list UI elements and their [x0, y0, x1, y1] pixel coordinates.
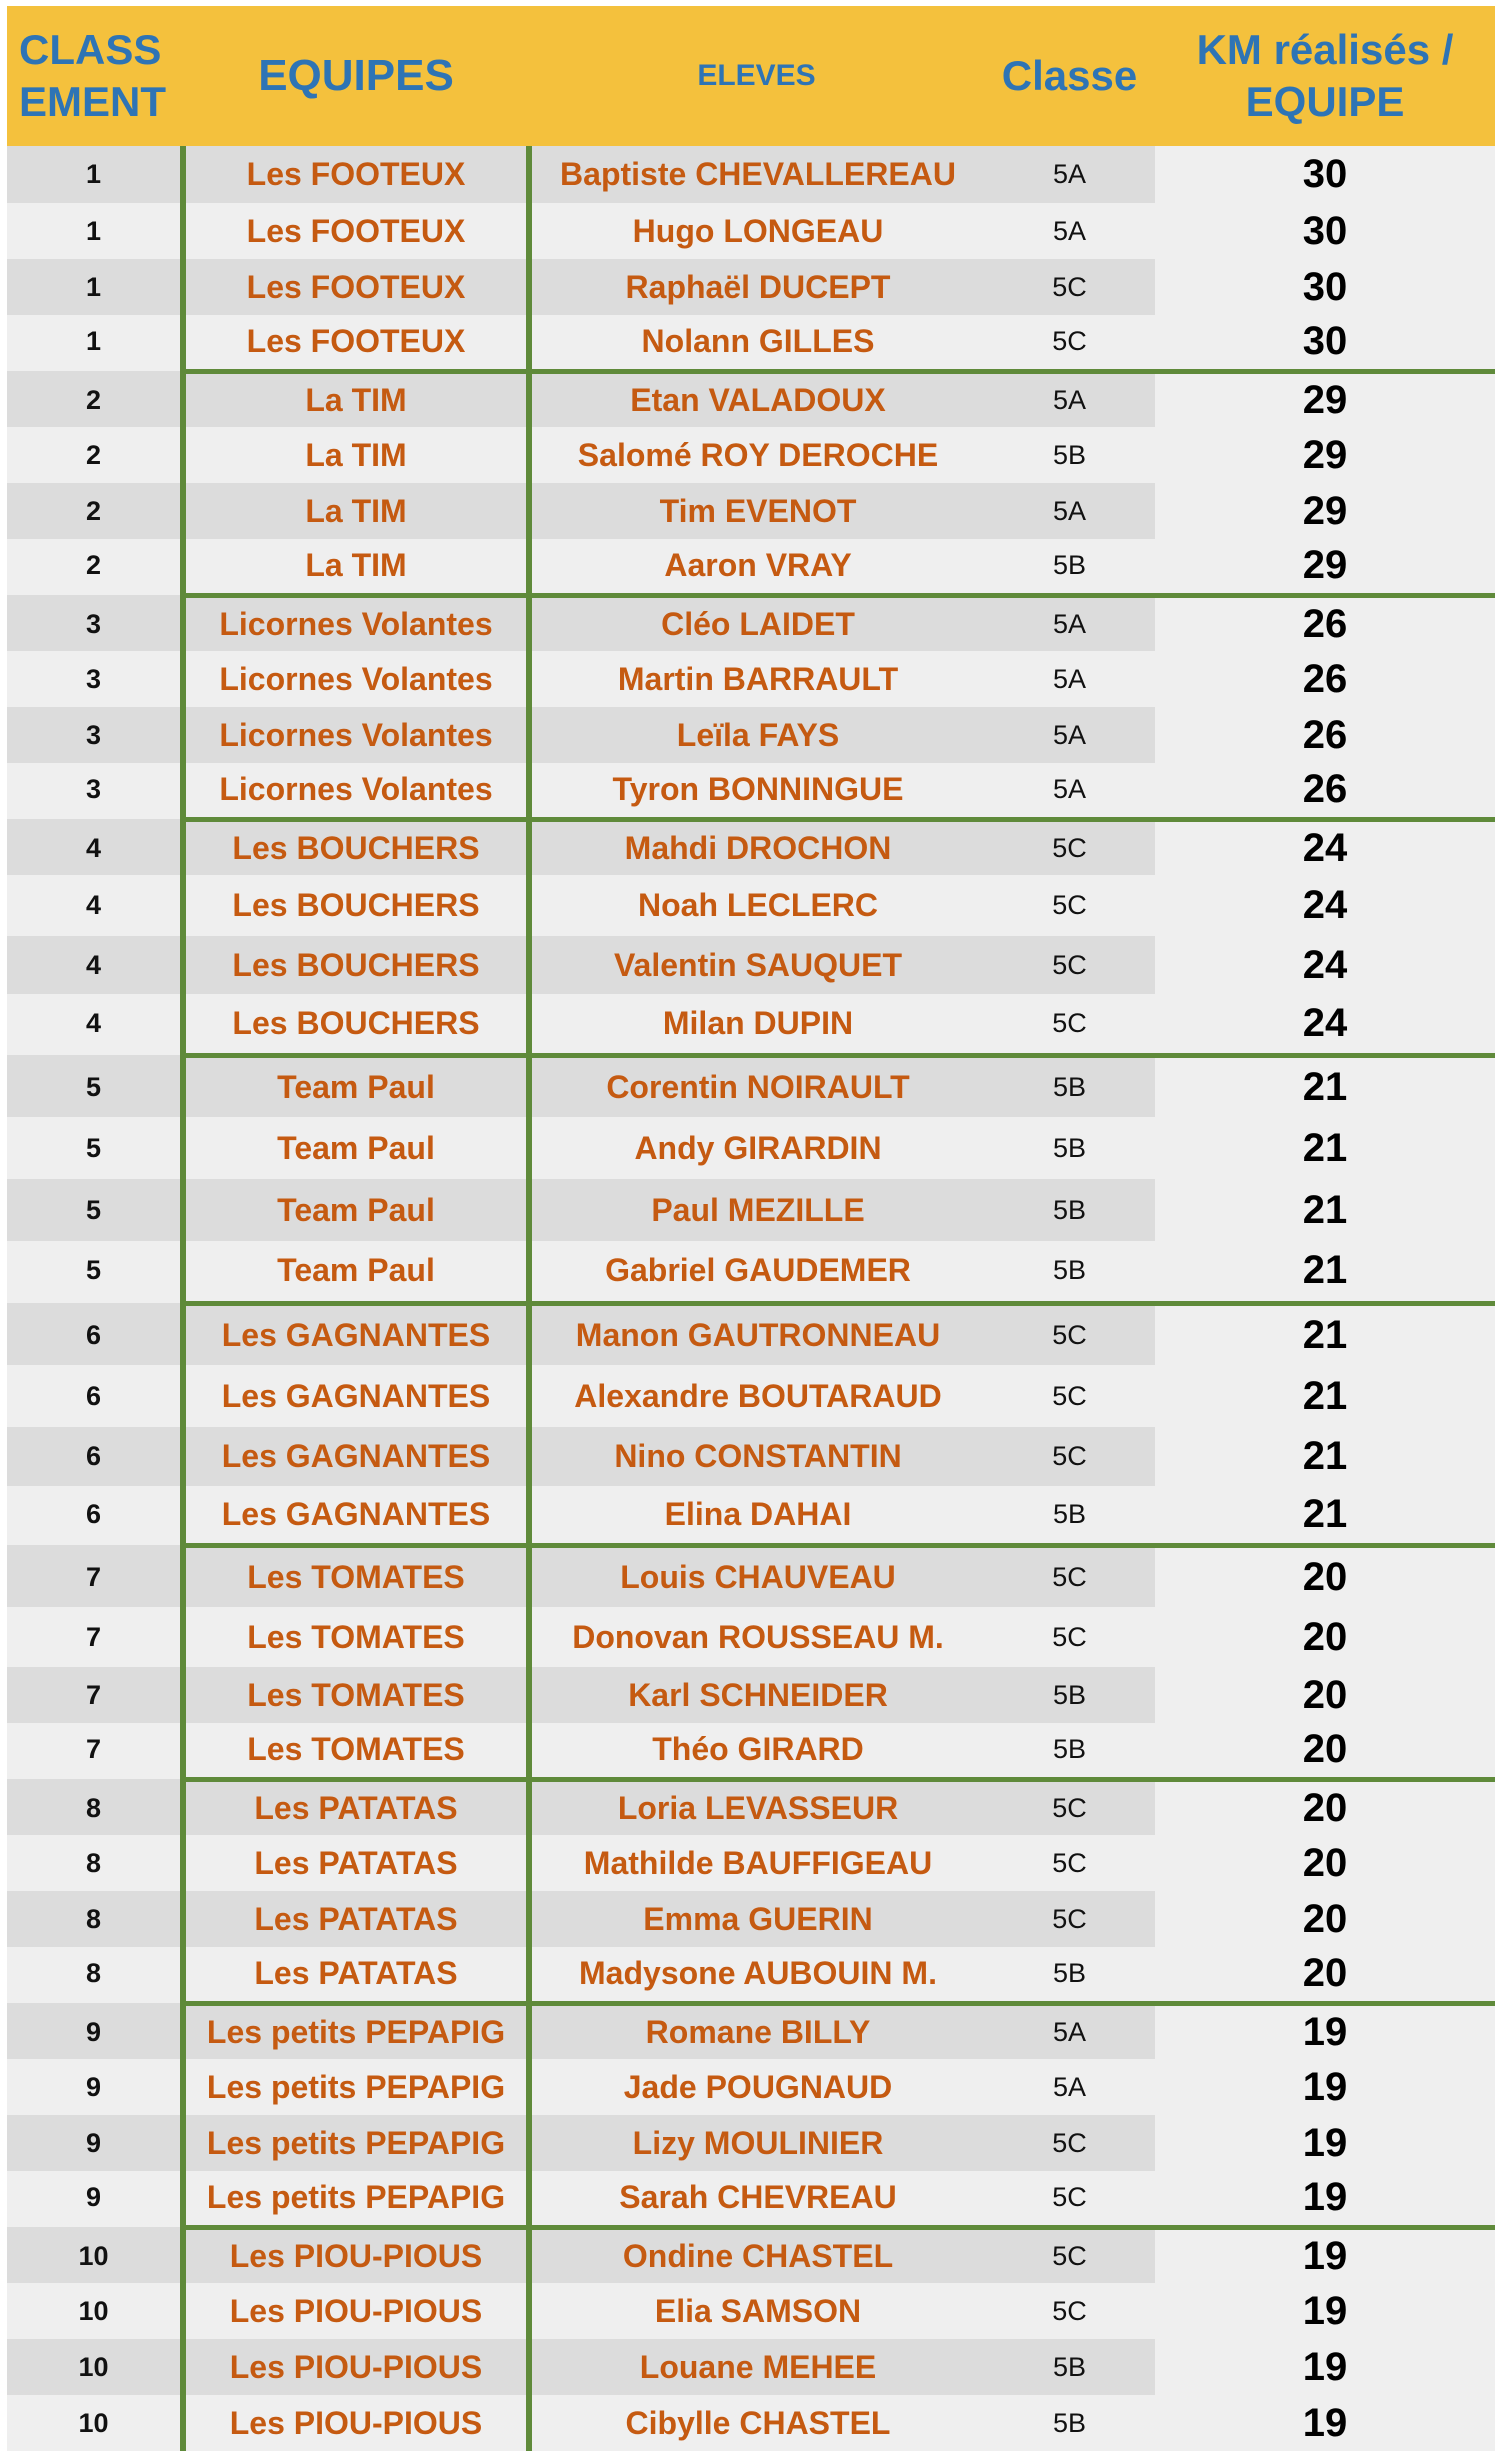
student-cell: Nino CONSTANTIN: [529, 1427, 984, 1486]
team-cell: Les PATATAS: [183, 1947, 529, 2003]
student-cell: Leïla FAYS: [529, 707, 984, 763]
rank-cell: 5: [7, 1117, 183, 1179]
student-cell: Jade POUGNAUD: [529, 2059, 984, 2115]
class-cell: 5C: [984, 1365, 1155, 1427]
table-row: [7, 2227, 1495, 2283]
team-cell: Team Paul: [183, 1241, 529, 1303]
table-row: [7, 1891, 1495, 1947]
class-cell: 5C: [984, 315, 1155, 371]
km-cell: 24: [1155, 819, 1495, 875]
team-cell: La TIM: [183, 427, 529, 483]
student-cell: Elia SAMSON: [529, 2283, 984, 2339]
class-cell: 5A: [984, 595, 1155, 651]
table-row: [7, 1947, 1495, 2003]
student-cell: Sarah CHEVREAU: [529, 2171, 984, 2227]
team-cell: Licornes Volantes: [183, 763, 529, 819]
km-cell: 21: [1155, 1303, 1495, 1365]
km-cell: 29: [1155, 371, 1495, 427]
student-cell: Théo GIRARD: [529, 1723, 984, 1779]
km-cell: 21: [1155, 1241, 1495, 1303]
table-row: [7, 2395, 1495, 2451]
class-cell: 5B: [984, 1723, 1155, 1779]
table-row: [7, 1303, 1495, 1365]
rank-cell: 3: [7, 595, 183, 651]
table-row: [7, 1055, 1495, 1117]
team-cell: La TIM: [183, 483, 529, 539]
student-cell: Salomé ROY DEROCHE: [529, 427, 984, 483]
km-cell: 21: [1155, 1055, 1495, 1117]
team-cell: Les PIOU-PIOUS: [183, 2227, 529, 2283]
class-cell: 5C: [984, 2227, 1155, 2283]
student-cell: Andy GIRARDIN: [529, 1117, 984, 1179]
class-cell: 5A: [984, 707, 1155, 763]
rank-cell: 10: [7, 2339, 183, 2395]
student-cell: Noah LECLERC: [529, 875, 984, 936]
student-cell: Martin BARRAULT: [529, 651, 984, 707]
class-cell: 5B: [984, 1667, 1155, 1723]
class-cell: 5A: [984, 146, 1155, 203]
km-cell: 21: [1155, 1486, 1495, 1545]
class-cell: 5C: [984, 1303, 1155, 1365]
header-students: ELEVES: [529, 6, 984, 146]
class-cell: 5C: [984, 819, 1155, 875]
km-cell: 21: [1155, 1427, 1495, 1486]
rank-cell: 5: [7, 1241, 183, 1303]
team-cell: Les BOUCHERS: [183, 875, 529, 936]
team-cell: La TIM: [183, 371, 529, 427]
km-cell: 19: [1155, 2283, 1495, 2339]
rank-cell: 4: [7, 994, 183, 1055]
student-cell: Milan DUPIN: [529, 994, 984, 1055]
student-cell: Louane MEHEE: [529, 2339, 984, 2395]
table-row: [7, 2283, 1495, 2339]
rank-cell: 1: [7, 203, 183, 259]
team-cell: Les TOMATES: [183, 1545, 529, 1607]
km-cell: 20: [1155, 1723, 1495, 1779]
table-row: [7, 2339, 1495, 2395]
student-cell: Nolann GILLES: [529, 315, 984, 371]
table-row: [7, 483, 1495, 539]
class-cell: 5A: [984, 203, 1155, 259]
class-cell: 5B: [984, 539, 1155, 595]
table-row: [7, 1486, 1495, 1545]
team-cell: Les petits PEPAPIG: [183, 2171, 529, 2227]
student-cell: Karl SCHNEIDER: [529, 1667, 984, 1723]
table-row: [7, 1117, 1495, 1179]
rank-cell: 9: [7, 2059, 183, 2115]
rank-cell: 1: [7, 315, 183, 371]
rank-cell: 7: [7, 1607, 183, 1667]
km-cell: 21: [1155, 1365, 1495, 1427]
team-cell: Les PATATAS: [183, 1779, 529, 1835]
student-cell: Loria LEVASSEUR: [529, 1779, 984, 1835]
table-row: [7, 146, 1495, 203]
table-row: [7, 707, 1495, 763]
table-row: [7, 819, 1495, 875]
student-cell: Tim EVENOT: [529, 483, 984, 539]
km-cell: 21: [1155, 1117, 1495, 1179]
student-cell: Paul MEZILLE: [529, 1179, 984, 1241]
class-cell: 5B: [984, 427, 1155, 483]
km-cell: 19: [1155, 2115, 1495, 2171]
ranking-table-container: [7, 6, 1495, 2445]
class-cell: 5C: [984, 1607, 1155, 1667]
team-cell: Licornes Volantes: [183, 595, 529, 651]
student-cell: Raphaël DUCEPT: [529, 259, 984, 315]
team-cell: Les TOMATES: [183, 1723, 529, 1779]
student-cell: Mathilde BAUFFIGEAU: [529, 1835, 984, 1891]
table-body: [7, 146, 1495, 2451]
km-cell: 19: [1155, 2395, 1495, 2451]
table-row: [7, 2003, 1495, 2059]
class-cell: 5B: [984, 2339, 1155, 2395]
class-cell: 5A: [984, 483, 1155, 539]
class-cell: 5C: [984, 2115, 1155, 2171]
class-cell: 5B: [984, 2395, 1155, 2451]
table-row: [7, 1365, 1495, 1427]
km-cell: 30: [1155, 146, 1495, 203]
team-cell: Les PIOU-PIOUS: [183, 2283, 529, 2339]
rank-cell: 1: [7, 146, 183, 203]
rank-cell: 10: [7, 2283, 183, 2339]
class-cell: 5C: [984, 1891, 1155, 1947]
class-cell: 5B: [984, 1055, 1155, 1117]
student-cell: Mahdi DROCHON: [529, 819, 984, 875]
team-cell: Les TOMATES: [183, 1607, 529, 1667]
table-row: [7, 651, 1495, 707]
km-cell: 30: [1155, 203, 1495, 259]
rank-cell: 7: [7, 1723, 183, 1779]
km-cell: 19: [1155, 2171, 1495, 2227]
rank-cell: 6: [7, 1486, 183, 1545]
team-cell: Les GAGNANTES: [183, 1486, 529, 1545]
rank-cell: 5: [7, 1179, 183, 1241]
table-row: [7, 1241, 1495, 1303]
class-cell: 5B: [984, 1486, 1155, 1545]
class-cell: 5C: [984, 936, 1155, 994]
rank-cell: 9: [7, 2003, 183, 2059]
rank-cell: 3: [7, 651, 183, 707]
rank-cell: 9: [7, 2171, 183, 2227]
rank-cell: 7: [7, 1667, 183, 1723]
table-row: [7, 1779, 1495, 1835]
table-row: [7, 2171, 1495, 2227]
km-cell: 24: [1155, 994, 1495, 1055]
student-cell: Ondine CHASTEL: [529, 2227, 984, 2283]
student-cell: Gabriel GAUDEMER: [529, 1241, 984, 1303]
table-row: [7, 994, 1495, 1055]
rank-cell: 3: [7, 707, 183, 763]
student-cell: Emma GUERIN: [529, 1891, 984, 1947]
table-row: [7, 315, 1495, 371]
team-cell: Team Paul: [183, 1055, 529, 1117]
class-cell: 5C: [984, 259, 1155, 315]
class-cell: 5B: [984, 1179, 1155, 1241]
team-cell: Team Paul: [183, 1179, 529, 1241]
table-row: [7, 595, 1495, 651]
table-row: [7, 1179, 1495, 1241]
student-cell: Elina DAHAI: [529, 1486, 984, 1545]
student-cell: Madysone AUBOUIN M.: [529, 1947, 984, 2003]
student-cell: Cléo LAIDET: [529, 595, 984, 651]
rank-cell: 8: [7, 1779, 183, 1835]
class-cell: 5B: [984, 1117, 1155, 1179]
team-cell: Licornes Volantes: [183, 707, 529, 763]
table-row: [7, 1427, 1495, 1486]
team-cell: Les PIOU-PIOUS: [183, 2395, 529, 2451]
rank-cell: 6: [7, 1303, 183, 1365]
km-cell: 20: [1155, 1891, 1495, 1947]
team-cell: Les FOOTEUX: [183, 259, 529, 315]
student-cell: Aaron VRAY: [529, 539, 984, 595]
team-cell: Team Paul: [183, 1117, 529, 1179]
team-cell: Les petits PEPAPIG: [183, 2115, 529, 2171]
student-cell: Cibylle CHASTEL: [529, 2395, 984, 2451]
rank-cell: 3: [7, 763, 183, 819]
class-cell: 5B: [984, 1241, 1155, 1303]
class-cell: 5C: [984, 994, 1155, 1055]
student-cell: Etan VALADOUX: [529, 371, 984, 427]
rank-cell: 4: [7, 875, 183, 936]
class-cell: 5C: [984, 1545, 1155, 1607]
rank-cell: 8: [7, 1891, 183, 1947]
class-cell: 5A: [984, 2059, 1155, 2115]
table-row: [7, 936, 1495, 994]
km-cell: 21: [1155, 1179, 1495, 1241]
table-row: [7, 427, 1495, 483]
table-row: [7, 371, 1495, 427]
km-cell: 19: [1155, 2227, 1495, 2283]
student-cell: Baptiste CHEVALLEREAU: [529, 146, 984, 203]
header-rank: [7, 6, 183, 146]
km-cell: 19: [1155, 2059, 1495, 2115]
km-cell: 30: [1155, 259, 1495, 315]
team-cell: Les GAGNANTES: [183, 1303, 529, 1365]
team-cell: La TIM: [183, 539, 529, 595]
rank-cell: 10: [7, 2395, 183, 2451]
class-cell: 5C: [984, 1427, 1155, 1486]
km-cell: 26: [1155, 763, 1495, 819]
table-row: [7, 875, 1495, 936]
km-cell: 20: [1155, 1607, 1495, 1667]
rank-cell: 1: [7, 259, 183, 315]
header-class: Classe: [984, 6, 1155, 146]
km-cell: 24: [1155, 875, 1495, 936]
team-cell: Les PATATAS: [183, 1835, 529, 1891]
header-km-line1: KM réalisés /: [1196, 26, 1454, 73]
team-cell: Les GAGNANTES: [183, 1427, 529, 1486]
team-cell: Les PATATAS: [183, 1891, 529, 1947]
table-row: [7, 2059, 1495, 2115]
header-team: EQUIPES: [183, 6, 529, 146]
class-cell: 5A: [984, 371, 1155, 427]
rank-cell: 10: [7, 2227, 183, 2283]
rank-cell: 4: [7, 936, 183, 994]
team-cell: Les BOUCHERS: [183, 994, 529, 1055]
km-cell: 20: [1155, 1667, 1495, 1723]
team-cell: Les FOOTEUX: [183, 203, 529, 259]
table-row: [7, 763, 1495, 819]
rank-cell: 2: [7, 483, 183, 539]
km-cell: 19: [1155, 2003, 1495, 2059]
team-cell: Les FOOTEUX: [183, 146, 529, 203]
class-cell: 5B: [984, 1947, 1155, 2003]
table-row: [7, 539, 1495, 595]
rank-cell: 2: [7, 371, 183, 427]
team-cell: Les petits PEPAPIG: [183, 2059, 529, 2115]
student-cell: Hugo LONGEAU: [529, 203, 984, 259]
rank-cell: 8: [7, 1947, 183, 2003]
class-cell: 5C: [984, 875, 1155, 936]
table-row: [7, 203, 1495, 259]
table-row: [7, 1835, 1495, 1891]
ranking-table: [7, 6, 1495, 2451]
class-cell: 5A: [984, 651, 1155, 707]
student-cell: Romane BILLY: [529, 2003, 984, 2059]
table-row: [7, 1545, 1495, 1607]
team-cell: Les PIOU-PIOUS: [183, 2339, 529, 2395]
rank-cell: 4: [7, 819, 183, 875]
student-cell: Louis CHAUVEAU: [529, 1545, 984, 1607]
table-row: [7, 259, 1495, 315]
student-cell: Lizy MOULINIER: [529, 2115, 984, 2171]
class-cell: 5C: [984, 1779, 1155, 1835]
table-row: [7, 1723, 1495, 1779]
header-rank-line1: CLASS: [19, 26, 162, 73]
km-cell: 29: [1155, 539, 1495, 595]
km-cell: 29: [1155, 427, 1495, 483]
student-cell: Donovan ROUSSEAU M.: [529, 1607, 984, 1667]
team-cell: Les FOOTEUX: [183, 315, 529, 371]
header-rank-line2: EMENT: [19, 78, 166, 125]
team-cell: Les TOMATES: [183, 1667, 529, 1723]
class-cell: 5A: [984, 2003, 1155, 2059]
km-cell: 29: [1155, 483, 1495, 539]
km-cell: 30: [1155, 315, 1495, 371]
rank-cell: 5: [7, 1055, 183, 1117]
table-header: [7, 6, 1495, 146]
team-cell: Les GAGNANTES: [183, 1365, 529, 1427]
team-cell: Les BOUCHERS: [183, 936, 529, 994]
class-cell: 5C: [984, 1835, 1155, 1891]
rank-cell: 2: [7, 539, 183, 595]
km-cell: 26: [1155, 651, 1495, 707]
student-cell: Valentin SAUQUET: [529, 936, 984, 994]
km-cell: 26: [1155, 707, 1495, 763]
rank-cell: 6: [7, 1427, 183, 1486]
km-cell: 20: [1155, 1545, 1495, 1607]
rank-cell: 2: [7, 427, 183, 483]
class-cell: 5A: [984, 763, 1155, 819]
rank-cell: 7: [7, 1545, 183, 1607]
rank-cell: 9: [7, 2115, 183, 2171]
table-row: [7, 1607, 1495, 1667]
team-cell: Les BOUCHERS: [183, 819, 529, 875]
rank-cell: 6: [7, 1365, 183, 1427]
class-cell: 5C: [984, 2283, 1155, 2339]
km-cell: 26: [1155, 595, 1495, 651]
student-cell: Manon GAUTRONNEAU: [529, 1303, 984, 1365]
student-cell: Tyron BONNINGUE: [529, 763, 984, 819]
km-cell: 20: [1155, 1835, 1495, 1891]
km-cell: 20: [1155, 1779, 1495, 1835]
km-cell: 20: [1155, 1947, 1495, 2003]
team-cell: Les petits PEPAPIG: [183, 2003, 529, 2059]
student-cell: Corentin NOIRAULT: [529, 1055, 984, 1117]
rank-cell: 8: [7, 1835, 183, 1891]
km-cell: 19: [1155, 2339, 1495, 2395]
table-row: [7, 2115, 1495, 2171]
student-cell: Alexandre BOUTARAUD: [529, 1365, 984, 1427]
header-km-line2: EQUIPE: [1245, 78, 1405, 125]
table-row: [7, 1667, 1495, 1723]
class-cell: 5C: [984, 2171, 1155, 2227]
header-km: [1155, 6, 1495, 146]
team-cell: Licornes Volantes: [183, 651, 529, 707]
km-cell: 24: [1155, 936, 1495, 994]
